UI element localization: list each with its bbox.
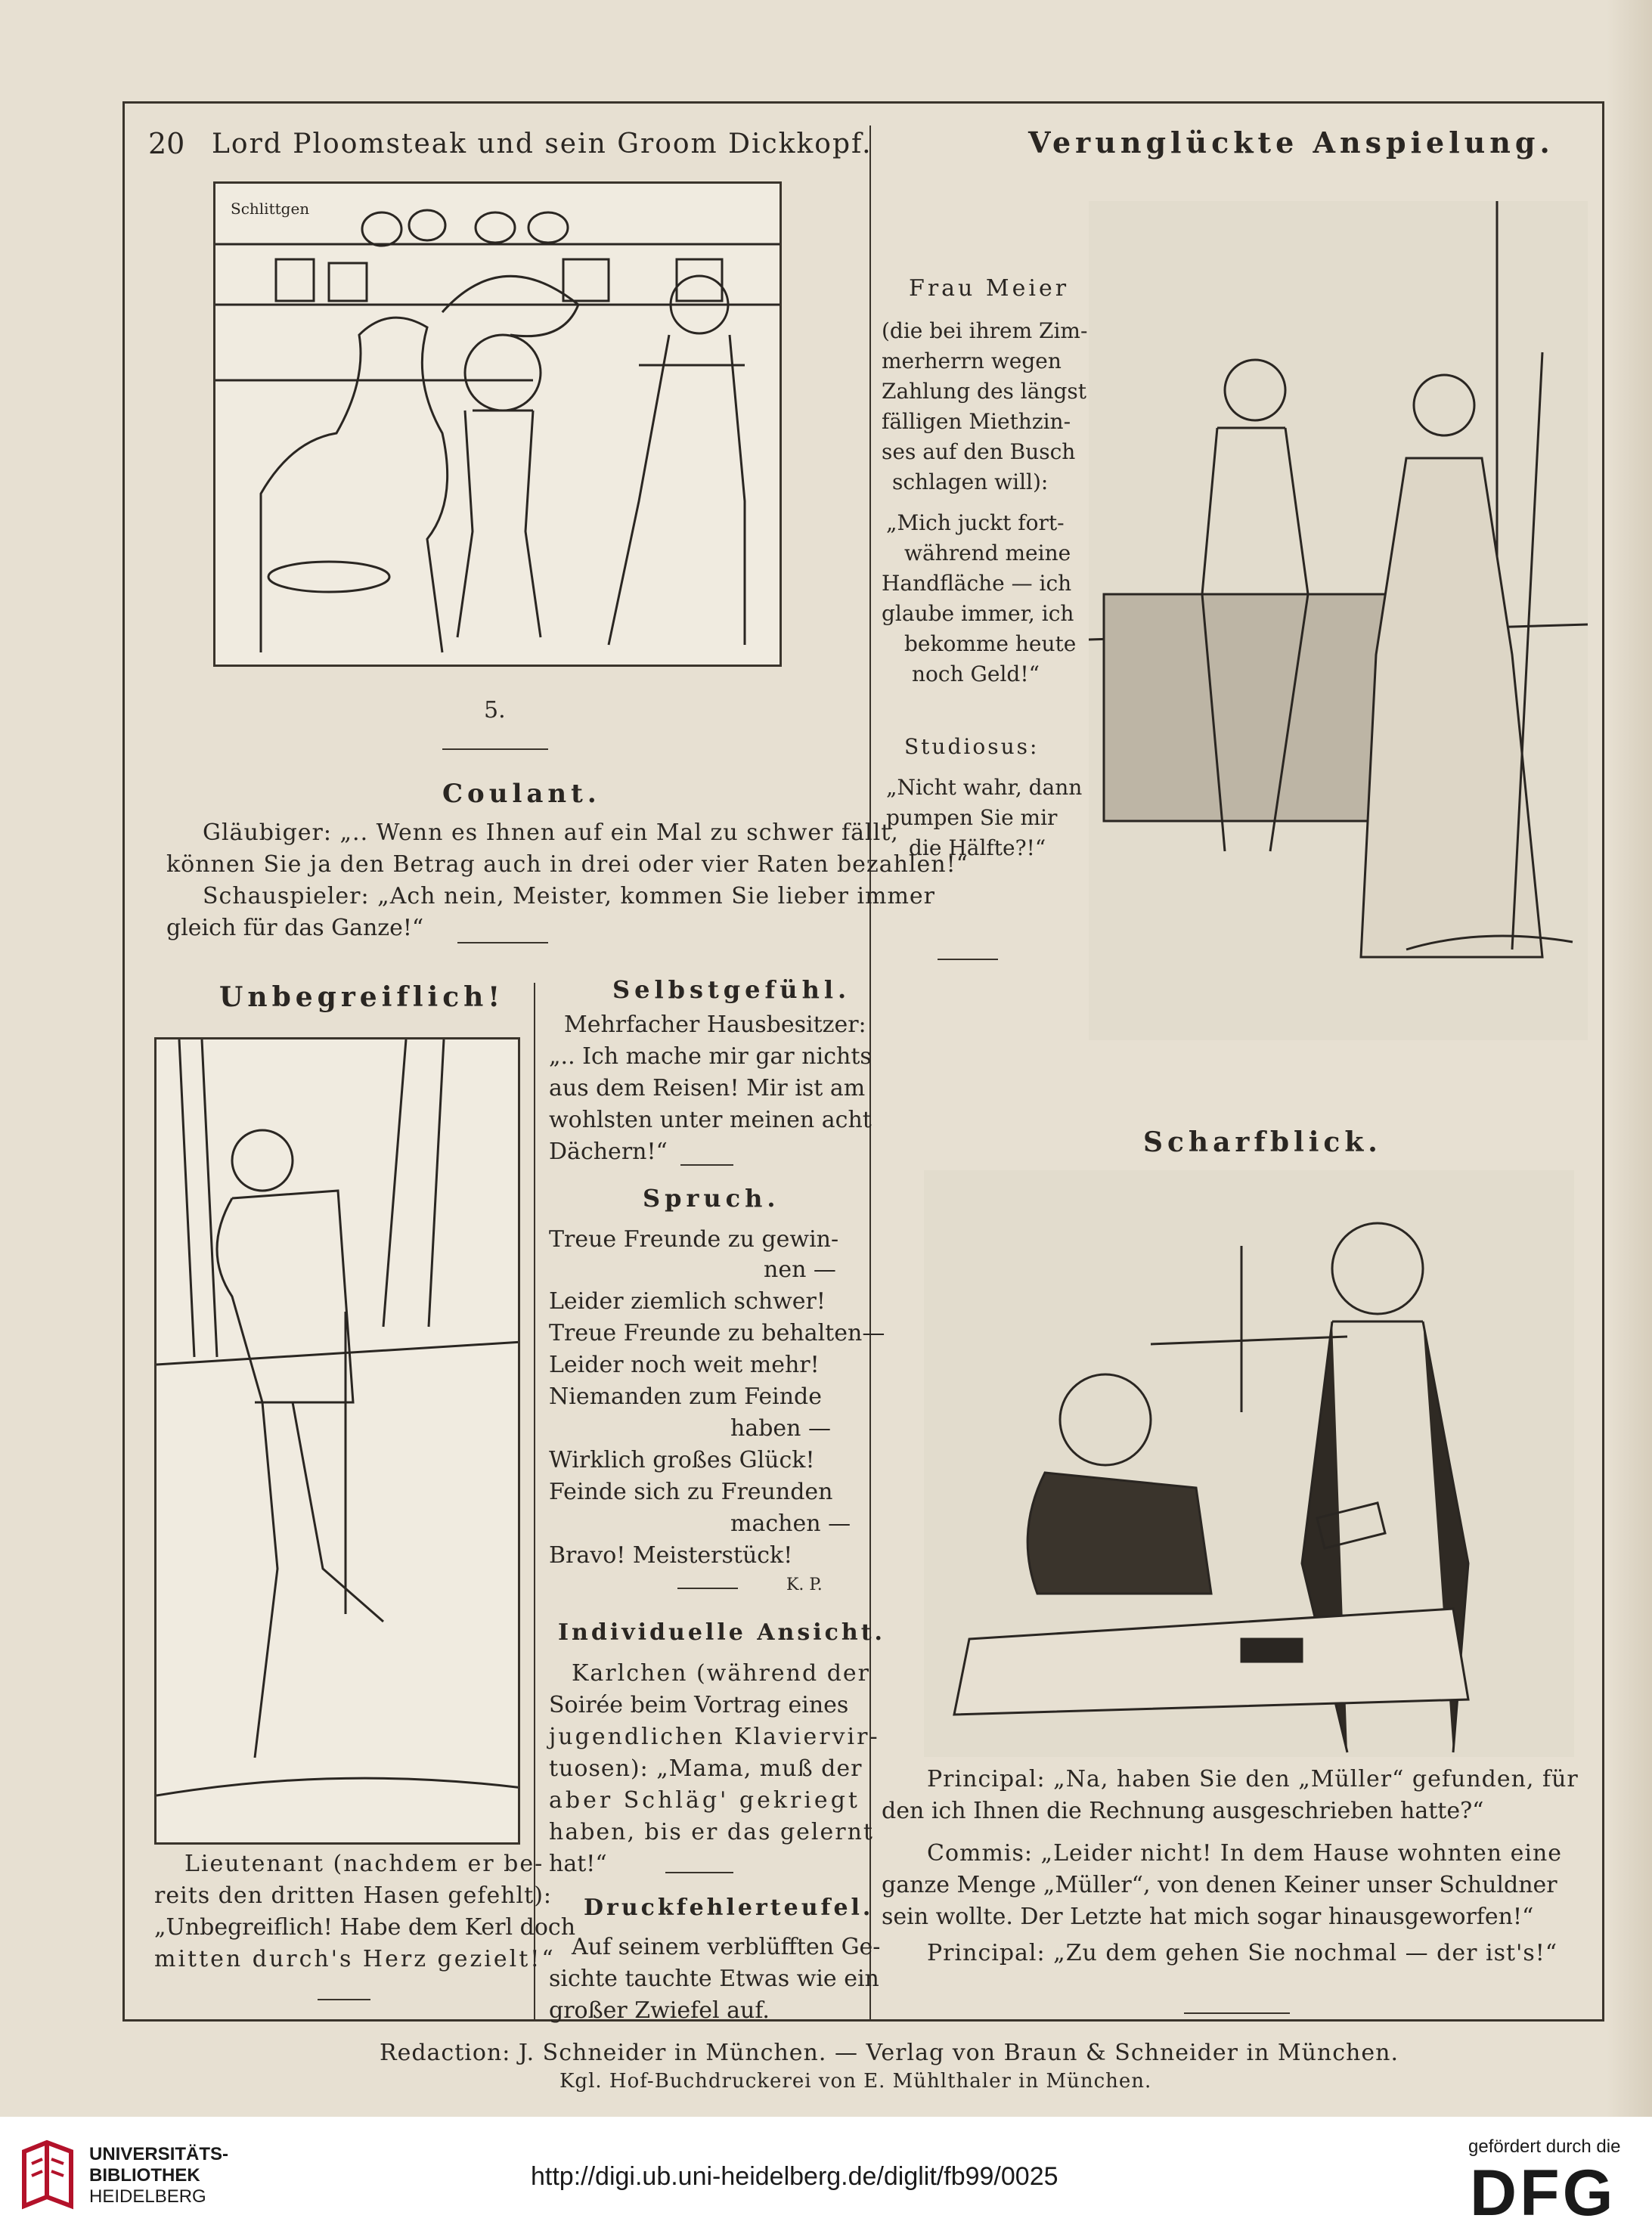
druckfehler-line-1: Auf seinem verblüfften Ge- <box>572 1934 881 1960</box>
spruch-title: Spruch. <box>643 1184 780 1213</box>
scharfblick-line-6: Principal: „Zu dem gehen Sie nochmal — der ist's!“ <box>927 1940 1558 1966</box>
permalink-url[interactable]: http://digi.ub.uni-heidelberg.de/diglit/fb99/0025 <box>531 2162 1058 2191</box>
hat-shop-cartoon <box>213 181 782 667</box>
spruch-line-9: Feinde sich zu Freunden <box>549 1479 833 1505</box>
verunglueckt-line-1: Frau Meier <box>909 275 1070 302</box>
selbstgefuehl-title: Selbstgefühl. <box>612 975 851 1004</box>
verunglueckt-line-5: fälligen Miethzin- <box>882 409 1071 434</box>
unbegreiflich-title: Unbegreiflich! <box>219 981 505 1013</box>
individuelle-line-1: Karlchen (während der <box>572 1660 871 1687</box>
lieutenant-hunting-illustration <box>154 1037 520 1845</box>
coulant-line-4: gleich für das Ganze!“ <box>166 915 424 941</box>
individuelle-line-6: haben, bis er das gelernt <box>549 1819 874 1845</box>
verunglueckt-line-6: ses auf den Busch <box>882 439 1076 464</box>
individuelle-line-4: tuosen): „Mama, muß der <box>549 1755 863 1782</box>
selbstgefuehl-line-4: wohlsten unter meinen acht <box>549 1107 872 1133</box>
verunglueckt-line-8: „Mich juckt fort- <box>886 510 1065 535</box>
imprint-line-2: Kgl. Hof-Buchdruckerei von E. Mühlthaler in München. <box>559 2070 1152 2093</box>
library-book-icon <box>17 2136 79 2212</box>
cartoon1-signature: Schlittgen <box>231 200 310 218</box>
druckfehler-line-3: großer Zwiefel auf. <box>549 1997 770 2024</box>
principal-commis-illustration <box>924 1170 1574 1757</box>
frau-meier-studiosus-illustration <box>1089 201 1588 1040</box>
lieutenant-drawing <box>157 1039 520 1845</box>
right-section-title: Verunglückte Anspielung. <box>1028 125 1554 160</box>
cartoon1-caption: 5. <box>484 697 506 723</box>
verunglueckt-line-16: pumpen Sie mir <box>886 805 1058 830</box>
spruch-line-3: Leider ziemlich schwer! <box>549 1288 826 1315</box>
verunglueckt-line-4: Zahlung des längst <box>882 379 1087 404</box>
coulant-line-2: können Sie ja den Betrag auch in drei oder vier Raten bezahlen!“ <box>166 851 969 878</box>
individuelle-line-3: jugendlichen Klaviervir- <box>549 1724 880 1750</box>
divider <box>442 748 548 750</box>
unbegreiflich-line-2: reits den dritten Hasen gefehlt): <box>154 1882 553 1909</box>
druckfehler-title: Druckfehlerteufel. <box>584 1895 874 1921</box>
selbstgefuehl-line-1: Mehrfacher Hausbesitzer: <box>564 1012 866 1038</box>
unbegreiflich-line-3: „Unbegreiflich! Habe dem Kerl doch <box>154 1914 576 1941</box>
divider <box>318 1999 370 2000</box>
scharfblick-line-5: sein wollte. Der Letzte hat mich sogar hinausgeworfen!“ <box>882 1904 1534 1930</box>
spruch-line-11: Bravo! Meisterstück! <box>549 1542 793 1569</box>
divider <box>1184 2012 1290 2014</box>
scharfblick-title: Scharfblick. <box>1143 1126 1382 1158</box>
unbegreiflich-line-1: Lieutenant (nachdem er be- <box>184 1851 544 1877</box>
library-footer <box>0 2117 1652 2240</box>
coulant-line-1: Gläubiger: „.. Wenn es Ihnen auf ein Mal zu schwer fällt, <box>203 819 899 846</box>
spruch-line-6: Niemanden zum Feinde <box>549 1383 822 1410</box>
spruch-line-10: machen — <box>730 1510 851 1537</box>
verunglueckt-line-17: die Hälfte?!“ <box>909 835 1046 860</box>
spruch-line-4: Treue Freunde zu behalten— <box>549 1320 885 1346</box>
library-logo <box>17 2136 79 2212</box>
spruch-signature: K. P. <box>786 1575 823 1594</box>
library-name-line-3: HEIDELBERG <box>89 2186 206 2207</box>
library-name-line-1: UNIVERSITÄTS- <box>89 2144 229 2164</box>
spruch-line-2: nen — <box>764 1256 836 1283</box>
selbstgefuehl-line-3: aus dem Reisen! Mir ist am <box>549 1075 866 1101</box>
library-name-line-2: BIBLIOTHEK <box>89 2165 200 2186</box>
verunglueckt-line-11: glaube immer, ich <box>882 601 1074 626</box>
scharfblick-line-3: Commis: „Leider nicht! In dem Hause wohnten eine <box>927 1840 1563 1867</box>
page-number: 20 <box>148 127 185 160</box>
spruch-line-8: Wirklich großes Glück! <box>549 1447 815 1473</box>
selbstgefuehl-line-5: Dächern!“ <box>549 1139 668 1165</box>
verunglueckt-line-3: merherrn wegen <box>882 349 1062 373</box>
individuelle-line-2: Soirée beim Vortrag eines <box>549 1692 849 1718</box>
divider <box>665 1872 733 1873</box>
scharfblick-line-2: den ich Ihnen die Rechnung ausgeschrieben hatte?“ <box>882 1798 1484 1824</box>
hat-shop-drawing <box>215 184 782 667</box>
spruch-line-7: haben — <box>730 1415 832 1442</box>
left-running-title: Lord Ploomsteak und sein Groom Dickkopf. <box>212 129 872 160</box>
verunglueckt-line-15: „Nicht wahr, dann <box>886 775 1083 800</box>
selbstgefuehl-line-2: „.. Ich mache mir gar nichts <box>549 1043 872 1070</box>
funding-note: gefördert durch die <box>1468 2136 1621 2157</box>
spruch-line-5: Leider noch weit mehr! <box>549 1352 820 1378</box>
druckfehler-line-2: sichte tauchte Etwas wie ein <box>549 1966 879 1992</box>
verunglueckt-line-12: bekomme heute <box>904 631 1077 656</box>
unbegreiflich-line-4: mitten durch's Herz gezielt!“ <box>154 1946 556 1972</box>
verunglueckt-line-7: schlagen will): <box>892 469 1049 494</box>
coulant-title: Coulant. <box>442 779 601 809</box>
coulant-line-3: Schauspieler: „Ach nein, Meister, kommen Sie lieber immer <box>203 883 936 909</box>
office-drawing <box>924 1170 1574 1757</box>
verunglueckt-line-14: Studiosus: <box>904 734 1040 759</box>
verunglueckt-line-10: Handfläche — ich <box>882 571 1072 596</box>
verunglueckt-line-9: während meine <box>904 541 1071 565</box>
dfg-logo: DFG <box>1470 2157 1616 2229</box>
room-drawing <box>1089 201 1588 1040</box>
individuelle-title: Individuelle Ansicht. <box>558 1619 885 1646</box>
verunglueckt-line-2: (die bei ihrem Zim- <box>882 318 1088 343</box>
verunglueckt-line-13: noch Geld!“ <box>912 661 1040 686</box>
imprint-line-1: Redaction: J. Schneider in München. — Verlag von Braun & Schneider in München. <box>380 2040 1399 2066</box>
divider <box>457 942 548 943</box>
individuelle-line-5: aber Schläg' gekriegt <box>549 1787 860 1814</box>
individuelle-line-7: hat!“ <box>549 1851 607 1877</box>
divider <box>938 959 998 960</box>
divider <box>680 1164 733 1166</box>
scharfblick-line-1: Principal: „Na, haben Sie den „Müller“ gefunden, für <box>927 1766 1579 1792</box>
spruch-line-1: Treue Freunde zu gewin- <box>549 1226 839 1253</box>
divider <box>677 1588 738 1589</box>
scharfblick-line-4: ganze Menge „Müller“, von denen Keiner unser Schuldner <box>882 1872 1557 1898</box>
